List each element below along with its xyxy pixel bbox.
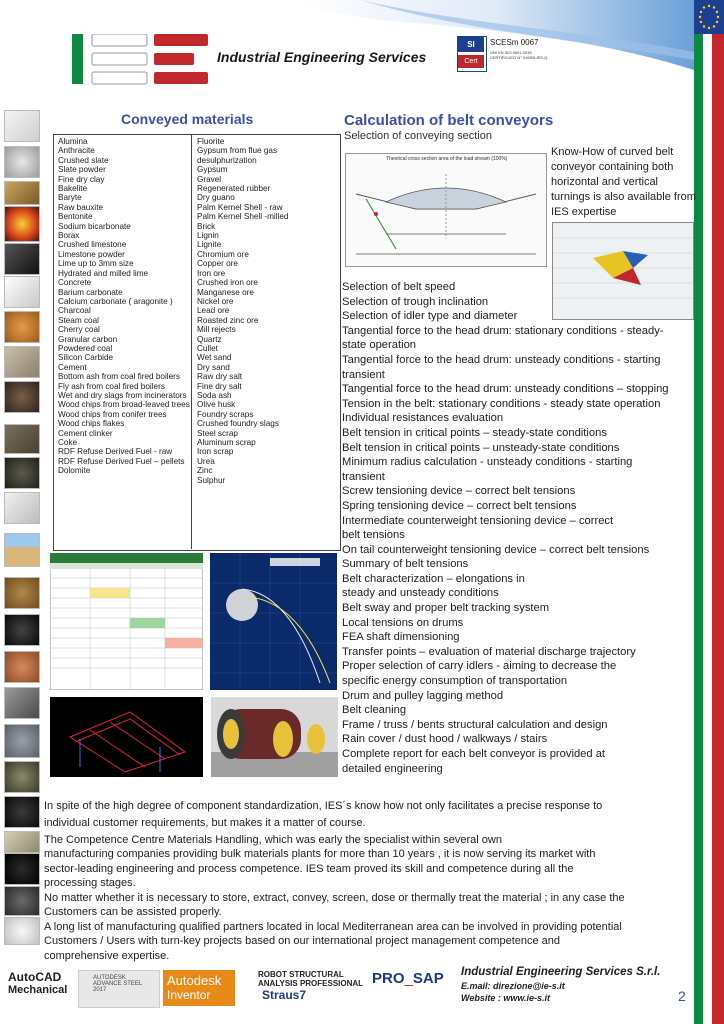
material-photo <box>4 533 40 567</box>
material-photo <box>4 614 40 646</box>
material-item: Steel scrap <box>197 428 238 438</box>
material-photo <box>4 424 40 454</box>
material-item: Borax <box>58 231 80 241</box>
cert-code: SCESm 0067 <box>490 38 539 47</box>
material-item: Dolomite <box>58 466 91 476</box>
paragraph-line: sector-leading engineering and process competence. IES team proved its skill and competence during all the <box>44 862 574 875</box>
autocad-mechanical-logo <box>8 970 74 1006</box>
material-item: Limestone powder <box>58 249 125 259</box>
material-item: Gravel <box>197 174 222 184</box>
material-item: Olive husk <box>197 400 236 410</box>
material-item: Aluminum scrap <box>197 438 256 447</box>
paragraph-line: individual customer requirements, but makes it a matter of course. <box>44 817 366 830</box>
material-item: Soda ash <box>197 390 232 400</box>
calc-item: Individual resistances evaluation <box>342 412 504 425</box>
material-item: Gypsum from flue gas desulphurization <box>197 146 278 165</box>
material-item: Slate powder <box>58 165 106 175</box>
material-item: Wet and dry slags from incinerators <box>58 390 187 400</box>
material-photo <box>4 651 40 683</box>
material-item: Baryte <box>58 193 82 203</box>
calc-item: Complete report for each belt conveyor is provided at <box>342 748 606 760</box>
calc-item: Minimum radius calculation - unsteady conditions - starting <box>342 456 633 469</box>
material-item: Powdered coal <box>58 343 113 353</box>
material-item: Mill rejects <box>197 325 236 335</box>
material-item: Lignin <box>197 231 219 241</box>
material-item: Barium carbonate <box>58 287 123 297</box>
material-photo <box>4 311 40 343</box>
calc-items-list <box>342 280 694 776</box>
material-item: Granular carbon <box>58 334 118 344</box>
material-item: Nickel ore <box>197 296 234 306</box>
italian-stripe-red <box>712 34 724 1024</box>
material-item: Iron ore <box>197 268 226 278</box>
material-photo <box>4 577 40 609</box>
material-item: Iron scrap <box>197 447 234 457</box>
material-item: Manganese ore <box>197 287 254 297</box>
cert-si-label: SI <box>458 37 484 52</box>
footer-email[interactable]: E.mail: direzione@ie-s.it <box>461 981 565 991</box>
cert-details: UNI EN ISO 9001:2015 CERTIFICATO N° 0169/0-IES-Q <box>490 50 548 60</box>
calc-item: On tail counterweight tensioning device – correct belt tensions <box>342 543 650 556</box>
material-item: Silicon Carbide <box>58 353 114 363</box>
material-photo <box>4 853 40 885</box>
calc-item: Belt tension in critical points – steady-state conditions <box>342 426 607 439</box>
paragraph-line: A long list of manufacturing qualified partners located in local Mediterranean area can be involved in providing potential <box>44 921 622 933</box>
material-item: Crushed iron ore <box>197 278 258 288</box>
material-item: Alumina <box>58 137 88 146</box>
material-item: Calcium carbonate ( aragonite ) <box>58 296 173 306</box>
material-item: Wood chips flakes <box>58 419 125 429</box>
cert-cert-label: Cert <box>458 55 484 68</box>
calc-item: Intermediate counterweight tensioning device – correct <box>342 514 614 527</box>
materials-left-column <box>58 137 190 476</box>
material-photo <box>4 831 40 853</box>
material-item: Gypsum <box>197 165 228 175</box>
material-photo <box>4 381 40 413</box>
paragraph-standardization <box>44 799 694 831</box>
material-item: Lime up to 3mm size <box>58 259 134 269</box>
material-item: Sulphur <box>197 475 226 485</box>
pro-sap-logo: PRO_SAP <box>372 970 444 987</box>
paragraph-store-extract <box>44 891 694 920</box>
calc-item: Belt characterization – elongations in <box>342 572 525 585</box>
material-photo <box>4 346 40 378</box>
material-photo <box>4 687 40 719</box>
cross-section-diagram <box>345 153 547 267</box>
calc-item: belt tensions <box>342 529 405 542</box>
paragraph-competence-centre <box>44 833 694 890</box>
calc-item: Belt tension in critical points – unsteady-state conditions <box>342 441 620 454</box>
material-item: Lignite <box>197 240 222 250</box>
material-item: Bakelite <box>58 184 88 194</box>
material-photo <box>4 761 40 793</box>
calc-item: Screw tensioning device – correct belt tensions <box>342 485 576 498</box>
logo-text: ROBOT STRUCTURAL <box>258 970 344 979</box>
material-item: Coke <box>58 438 78 447</box>
logo-text: 2017 <box>93 987 107 993</box>
material-photo <box>4 206 40 242</box>
material-item: Raw bauxite <box>58 202 104 212</box>
material-item: Cement <box>58 362 87 372</box>
material-item: Palm Kernel Shell - raw <box>197 202 283 212</box>
material-photo <box>4 110 40 142</box>
logo-text: Autodesk <box>167 973 222 988</box>
materials-title: Conveyed materials <box>121 111 254 127</box>
calc-item: Selection of trough inclination <box>342 295 489 308</box>
calc-item: Transfer points – evaluation of material discharge trajectory <box>342 645 636 658</box>
calc-item: Selection of belt speed <box>342 281 456 293</box>
paragraph-line: In spite of the high degree of component standardization, IES´s know how not only facilitates a precise response to <box>44 800 603 812</box>
material-item: Anthracite <box>58 146 95 156</box>
calc-title: Calculation of belt conveyors <box>344 112 554 129</box>
calc-item: state operation <box>342 339 417 352</box>
logo-text: ANALYSIS PROFESSIONAL <box>258 979 364 988</box>
material-item: Crushed foundry slags <box>197 419 279 429</box>
paragraph-line: The Competence Centre Materials Handling, which was early the specialist within several own <box>44 834 502 846</box>
logo-text: AUTODESK <box>93 975 126 981</box>
paragraph-partners <box>44 920 694 963</box>
calc-item: transient <box>342 470 385 483</box>
material-item: Regenerated rubber <box>197 184 271 194</box>
logo-text: SAP <box>412 970 444 987</box>
calc-item: Rain cover / dust hood / walkways / stairs <box>342 733 548 746</box>
paragraph-line: processing stages. <box>44 876 136 889</box>
material-item: Cherry coal <box>58 325 100 335</box>
material-item: Foundry scraps <box>197 409 254 419</box>
material-item: Cement clinker <box>58 428 113 438</box>
calc-item: Tension in the belt: stationary conditions - steady state operation <box>342 397 661 410</box>
page-number: 2 <box>678 988 686 1004</box>
material-photo <box>4 181 40 205</box>
calc-item: detailed engineering <box>342 762 443 775</box>
footer-company: Industrial Engineering Services S.r.l. <box>461 966 661 978</box>
logo-text: Inventor <box>167 988 211 1002</box>
calc-item: FEA shaft dimensioning <box>342 631 460 644</box>
material-item: Roasted zinc ore <box>197 315 259 325</box>
ies-logo <box>72 34 212 86</box>
company-title: Industrial Engineering Services <box>217 49 427 65</box>
material-item: Charcoal <box>58 306 91 316</box>
know-how-note: Know-How of curved belt conveyor containing both horizontal and vertical turnings is also available from IES expertise <box>551 146 696 218</box>
material-photo <box>4 796 40 828</box>
calc-item: Spring tensioning device – correct belt tensions <box>342 499 577 512</box>
material-item: RDF Refuse Derived Fuel - raw <box>58 447 173 457</box>
material-item: Fine dry salt <box>197 381 242 391</box>
logo-text: Mechanical <box>8 984 68 996</box>
calc-item: Frame / truss / bents structural calculation and design <box>342 718 608 731</box>
materials-right-column <box>197 137 337 485</box>
calc-subtitle: Selection of conveying section <box>344 130 492 142</box>
calc-item: Tangential force to the head drum: stationary conditions - steady- <box>342 324 664 337</box>
calc-item: transient <box>342 368 385 381</box>
material-item: Brick <box>197 221 216 231</box>
material-item: Wet sand <box>197 353 232 363</box>
italian-stripe-white <box>703 34 712 1024</box>
material-item: Crushed slate <box>58 155 109 165</box>
pulley-photo <box>211 697 338 777</box>
logo-text: Straus7 <box>262 988 307 1002</box>
material-item: Palm Kernel Shell -milled <box>197 212 289 222</box>
material-item: Dry sand <box>197 362 230 372</box>
diagram-caption: Theorical cross section area of the load stream (100%) <box>386 156 508 162</box>
material-item: Lead ore <box>197 306 230 316</box>
material-item: Fly ash from coal fired boilers <box>58 381 165 391</box>
material-item: Steam coal <box>58 315 99 325</box>
material-item: Cullet <box>197 343 218 353</box>
calc-item: Proper selection of carry idlers - aiming to decrease the <box>342 660 617 673</box>
logo-text: ADVANCE STEEL <box>93 981 143 987</box>
material-item: Fine dry clay <box>58 174 105 184</box>
material-photo <box>4 276 40 308</box>
material-item: Wood chips from conifer trees <box>58 409 167 419</box>
materials-divider <box>191 134 192 549</box>
material-photo <box>4 724 40 758</box>
material-photo <box>4 886 40 916</box>
material-item: RDF Refuse Derived Fuel – pellets <box>58 456 185 466</box>
calc-item: specific energy consumption of transportation <box>342 675 568 688</box>
material-item: Hydrated and milled lime <box>58 268 149 278</box>
material-item: Concrete <box>58 278 92 288</box>
material-item: Copper ore <box>197 259 238 269</box>
footer-website[interactable]: Website : www.ie-s.it <box>461 993 551 1003</box>
logo-text: AutoCAD <box>8 970 62 984</box>
logo-text: PRO <box>372 970 405 987</box>
paragraph-line: comprehensive expertise. <box>44 949 170 962</box>
paragraph-line: No matter whether it is necessary to store, extract, convey, screen, dose or thermally treat the material ; in any case the <box>44 892 625 904</box>
structural-frame-model <box>50 697 203 777</box>
trajectory-plot <box>210 553 337 690</box>
calc-item: Summary of belt tensions <box>342 558 469 571</box>
robot-structural-logo <box>242 970 364 1006</box>
paragraph-line: Customers can be assisted properly. <box>44 906 222 919</box>
calc-item: Tangential force to the head drum: unsteady conditions - starting <box>342 353 661 366</box>
paragraph-line: Customers / Users with turn-key projects based on our international project management competence and <box>44 935 561 948</box>
material-photo <box>4 917 40 945</box>
material-photo <box>4 146 40 178</box>
eu-flag-icon <box>694 0 724 34</box>
material-item: Urea <box>197 456 215 466</box>
calc-item: Drum and pulley lagging method <box>342 689 504 702</box>
material-item: Fluorite <box>197 137 225 146</box>
material-item: Zinc <box>197 466 213 476</box>
material-photo <box>4 243 40 275</box>
calc-item: Belt cleaning <box>342 704 407 717</box>
material-item: Bottom ash from coal fired boilers <box>58 372 180 382</box>
material-item: Bentonite <box>58 212 93 222</box>
spreadsheet-screenshot <box>50 553 203 690</box>
material-item: Raw dry salt <box>197 372 243 382</box>
material-item: Sodium bicarbonate <box>58 221 131 231</box>
material-item: Crushed limestone <box>58 240 127 250</box>
calc-item: Belt sway and proper belt tracking system <box>342 602 550 615</box>
material-photo <box>4 492 40 524</box>
calc-item: steady and unsteady conditions <box>342 587 499 600</box>
material-item: Quartz <box>197 334 222 344</box>
material-item: Chromium ore <box>197 249 249 259</box>
material-item: Wood chips from broad-leaved trees <box>58 400 190 410</box>
calc-item: Tangential force to the head drum: unsteady conditions – stopping <box>342 383 669 396</box>
calc-item: Local tensions on drums <box>342 616 464 629</box>
paragraph-line: manufacturing companies providing bulk materials plants for more than 10 years , it is now serving its market with <box>44 848 596 861</box>
autodesk-inventor-logo <box>163 970 235 1006</box>
advance-steel-logo <box>78 970 160 1008</box>
material-photo <box>4 457 40 489</box>
material-item: Dry guano <box>197 193 235 203</box>
calc-item: Selection of idler type and diameter <box>342 310 518 323</box>
